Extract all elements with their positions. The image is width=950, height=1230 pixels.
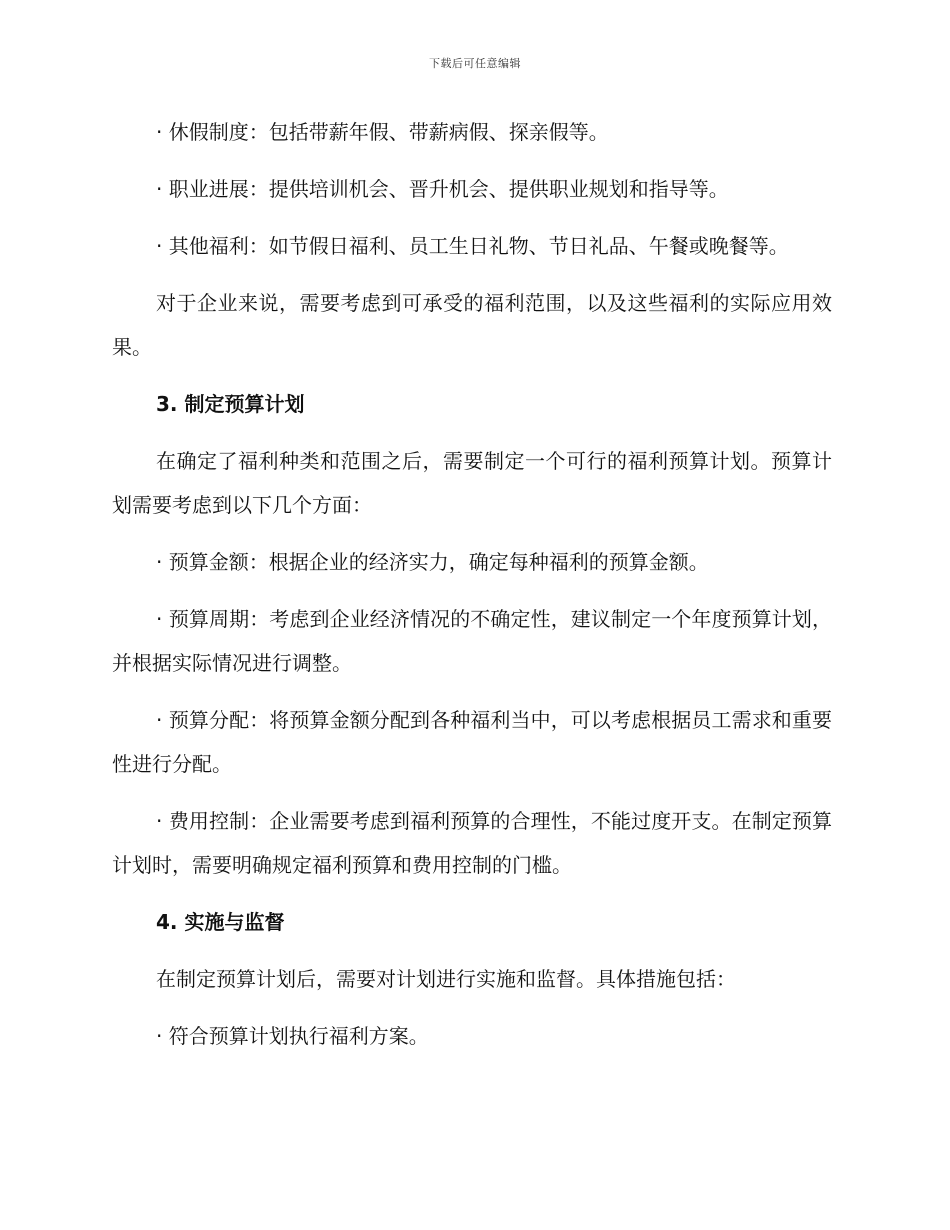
paragraph-enterprise-consideration: 对于企业来说，需要考虑到可承受的福利范围，以及这些福利的实际应用效果。 — [112, 291, 832, 359]
paragraph-budget-intro: 在确定了福利种类和范围之后，需要制定一个可行的福利预算计划。预算计划需要考虑到以下几个方面： — [112, 449, 832, 517]
bullet-leave-policy: · 休假制度：包括带薪年假、带薪病假、探亲假等。 — [156, 120, 609, 144]
section-heading-budget-plan: 3. 制定预算计划 — [156, 392, 305, 416]
bullet-career-development: · 职业进展：提供培训机会、晋升机会、提供职业规划和指导等。 — [156, 177, 729, 201]
bullet-execute-plan: · 符合预算计划执行福利方案。 — [156, 1024, 429, 1048]
bullet-other-benefits: · 其他福利：如节假日福利、员工生日礼物、节日礼品、午餐或晚餐等。 — [156, 234, 789, 258]
document-body — [112, 110, 832, 1071]
bullet-cost-control: · 费用控制：企业需要考虑到福利预算的合理性，不能过度开支。在制定预算计划时，需要明确规定福利预算和费用控制的门槛。 — [112, 809, 832, 877]
paragraph-implementation-intro: 在制定预算计划后，需要对计划进行实施和监督。具体措施包括： — [156, 967, 736, 991]
section-heading-implementation: 4. 实施与监督 — [156, 910, 285, 934]
bullet-budget-allocation: · 预算分配：将预算金额分配到各种福利当中，可以考虑根据员工需求和重要性进行分配。 — [112, 708, 832, 776]
page-header: 下载后可任意编辑 — [429, 57, 521, 70]
bullet-budget-cycle: · 预算周期：考虑到企业经济情况的不确定性，建议制定一个年度预算计划，并根据实际情况进行调整。 — [112, 607, 832, 675]
bullet-budget-amount: · 预算金额：根据企业的经济实力，确定每种福利的预算金额。 — [156, 550, 709, 574]
